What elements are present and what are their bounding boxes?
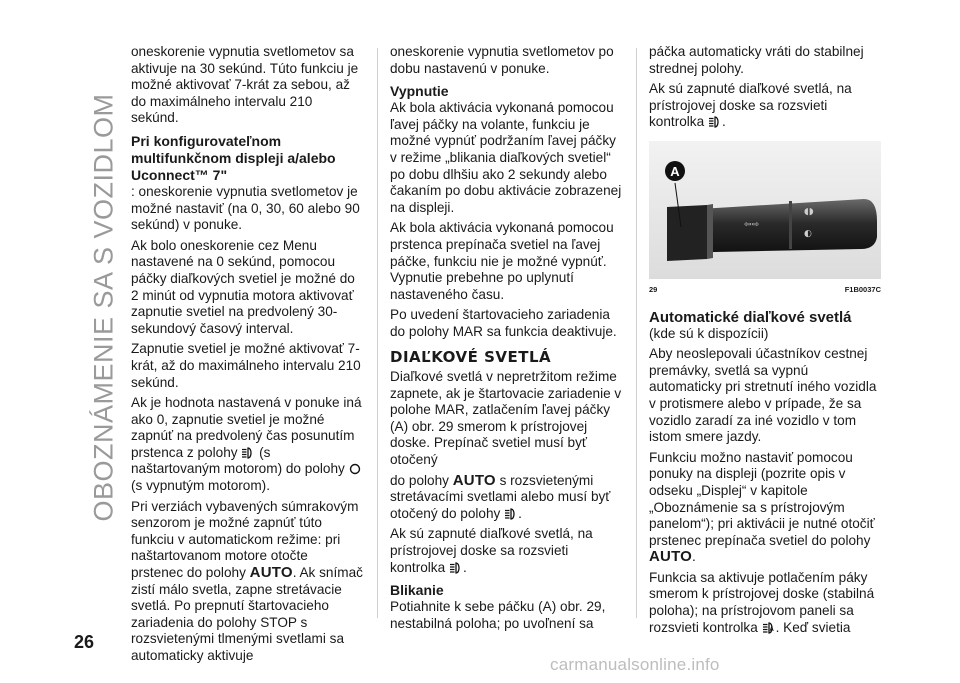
svg-text:A: A	[769, 626, 774, 633]
column-divider	[636, 48, 637, 618]
paragraph	[131, 499, 363, 665]
text-span: Pri verziách vybavených súmrakovým senzorom je možné zapnúť túto funkciu v automatickom režime: pri naštartovanom motore otočte prstenec do polohy	[131, 498, 359, 581]
paragraph: Diaľkové svetlá v nepretržitom režime zapnete, ak je štartovacie zariadenie v polohe MAR, zatlačením ľavej páčky (A) obr. 29 smerom k prístrojovej doske. Prepínač svetiel musí byť otočený	[390, 369, 622, 468]
paragraph: Ak bola aktivácia vykonaná pomocou ľavej páčky na volante, funkciu je možné vypnúť podržaním ľavej páčky v režime „blikania diaľkových svetiel“ po dobu dlhšiu ako 2 sekundy alebo čakaním po dobu aktivácie zobrazenej na displeji.	[390, 100, 622, 215]
figure-number: 29	[649, 284, 658, 294]
auto-position-label: AUTO	[649, 548, 693, 566]
paragraph: Ak sú zapnuté diaľkové svetlá, na prístrojovej doske sa rozsvieti kontrolka .	[649, 81, 852, 130]
column-divider	[377, 48, 378, 618]
text-span: . Ak snímač zistí málo svetla, zapne stretávacie svetlá. Po prepnutí štartovacieho zariadenia do polohy STOP s rozsvietenými tlmenými svetlami sa automaticky aktivuje	[131, 565, 363, 663]
column-2	[390, 44, 622, 636]
svg-text:◐: ◐	[804, 228, 812, 239]
auto-position-label: AUTO	[249, 564, 293, 582]
paragraph: páčka automaticky vráti do stabilnej strednej polohy.	[649, 44, 864, 76]
paragraph: oneskorenie vypnutia svetlometov sa aktivuje na 30 sekúnd. Túto funkciu je možné aktivovať 7-krát za sebou, až do maximálneho intervalu 210 sekúnd.	[131, 44, 359, 126]
chapter-title-text: OBOZNÁMENIE SA S VOZIDLOM	[88, 93, 119, 522]
figure-caption	[649, 282, 881, 299]
section-heading: Vypnutie	[390, 83, 449, 100]
paragraph: oneskorenie vypnutia svetlometov po dobu nastavenú v ponuke.	[390, 44, 614, 76]
column-1	[131, 44, 363, 669]
figure-code: F1B0037C	[844, 284, 881, 294]
light-stalk-illustration	[649, 141, 881, 279]
high-beam-icon	[241, 447, 255, 459]
paragraph: Zapnutie svetiel je možné aktivovať 7-krát, až do maximálneho intervalu 210 sekúnd.	[131, 341, 361, 390]
text-span: (s naštartovaným motorom) do polohy	[131, 444, 345, 477]
text-span: do polohy	[390, 472, 449, 488]
paragraph: Funkciu možno nastaviť pomocou ponuky na displeji (pozrite opis v odseku „Displej“ v kapitole „Oboznámenie sa s prístrojovým panelom“); pri aktivácii je nutné otočiť prstenec prepínača svetiel do polohy AUTO.	[649, 449, 875, 566]
paragraph: Po uvedení štartovacieho zariadenia do polohy MAR sa funkcia deaktivuje.	[390, 307, 617, 339]
paragraph: Ak bola aktivácia vykonaná pomocou prstenca prepínača svetiel na ľavej páčke, funkciu nie je možné vypnúť. Vypnutie prebehne po uplynutí nastaveného času.	[390, 220, 614, 302]
watermark: carmanualsonline.info	[550, 655, 720, 674]
paragraph: Aby neoslepovali účastníkov cestnej premávky, svetlá sa vypnú automaticky pri stretnutí iného vozidla v protismere alebo v prípade, že sa vozidlo zaradí za iné vozidlo v tom istom smere jazdy.	[649, 346, 877, 445]
paragraph: Potiahnite k sebe páčku (A) obr. 29, nestabilná poloha; po uvoľnení sa	[390, 599, 606, 631]
figure-29-lever	[649, 141, 881, 279]
paragraph	[649, 570, 881, 636]
paragraph: : oneskorenie vypnutia svetlometov je možné nastaviť (na 0, 30, 60 alebo 90 sekúnd) v ponuke.	[131, 183, 360, 233]
section-heading: Blikanie	[390, 582, 444, 599]
auto-high-beam-icon	[762, 622, 776, 634]
text-span: . Keď svietia	[775, 619, 851, 635]
high-beam-icon	[504, 508, 518, 520]
text-span: (s vypnutým motorom).	[131, 478, 270, 494]
text-span: s rozsvietenými stretávacími svetlami alebo musí byť otočený do polohy	[390, 472, 611, 521]
paragraph: do polohy AUTO s rozsvietenými stretávacími svetlami alebo musí byť otočený do polohy .	[390, 471, 611, 521]
high-beam-indicator-icon	[708, 116, 722, 128]
text-span: Ak sú zapnuté diaľkové svetlá, na prístrojovej doske sa rozsvieti kontrolka	[649, 81, 852, 130]
svg-text:◖◗: ◖◗	[804, 206, 814, 217]
high-beam-indicator-icon	[449, 562, 463, 574]
auto-position-label: AUTO	[452, 471, 496, 489]
paragraph: Ak sú zapnuté diaľkové svetlá, na prístrojovej doske sa rozsvieti kontrolka .	[390, 526, 593, 575]
svg-text:⇦⇨: ⇦⇨	[744, 219, 760, 230]
column-3	[649, 44, 881, 640]
chapter-heading: DIAĽKOVÉ SVETLÁ	[390, 347, 552, 366]
section-heading: Automatické diaľkové svetlá	[649, 308, 852, 326]
text-span: Funkciu možno nastaviť pomocou ponuky na displeji (pozrite opis v odseku „Displej“ v kapitole „Oboznámenie sa s prístrojovým panelom“); pri aktivácii je nutné otočiť prstenec prepínača svetiel do polohy	[649, 449, 875, 548]
text-span: Funkcia sa aktivuje potlačením páky smerom k prístrojovej doske (stabilná poloha); na prístrojovom paneli sa rozsvieti kontrolka	[649, 569, 875, 635]
off-position-icon	[349, 463, 361, 475]
text-span: Ak sú zapnuté diaľkové svetlá, na prístrojovej doske sa rozsvieti kontrolka	[390, 526, 593, 575]
callout-label-a: A	[670, 163, 680, 179]
chapter-side-title	[84, 22, 124, 594]
paragraph: (kde sú k dispozícii)	[649, 325, 769, 341]
paragraph	[131, 395, 363, 495]
section-heading: Pri konfigurovateľnom multifunkčnom displeji a/alebo Uconnect™ 7"	[131, 132, 336, 183]
text-span: Ak je hodnota nastavená v ponuke iná ako 0, zapnutie svetiel je možné zapnúť na predvolený čas posunutím prstenca z polohy	[131, 395, 362, 460]
paragraph: Ak bolo oneskorenie cez Menu nastavené na 0 sekúnd, pomocou páčky diaľkových svetiel je možné do 2 minút od vypnutia motora aktivovať zapnutie svetiel na predvolený 30-sekundový časový interval.	[131, 237, 355, 336]
page-number: 26	[74, 632, 95, 652]
